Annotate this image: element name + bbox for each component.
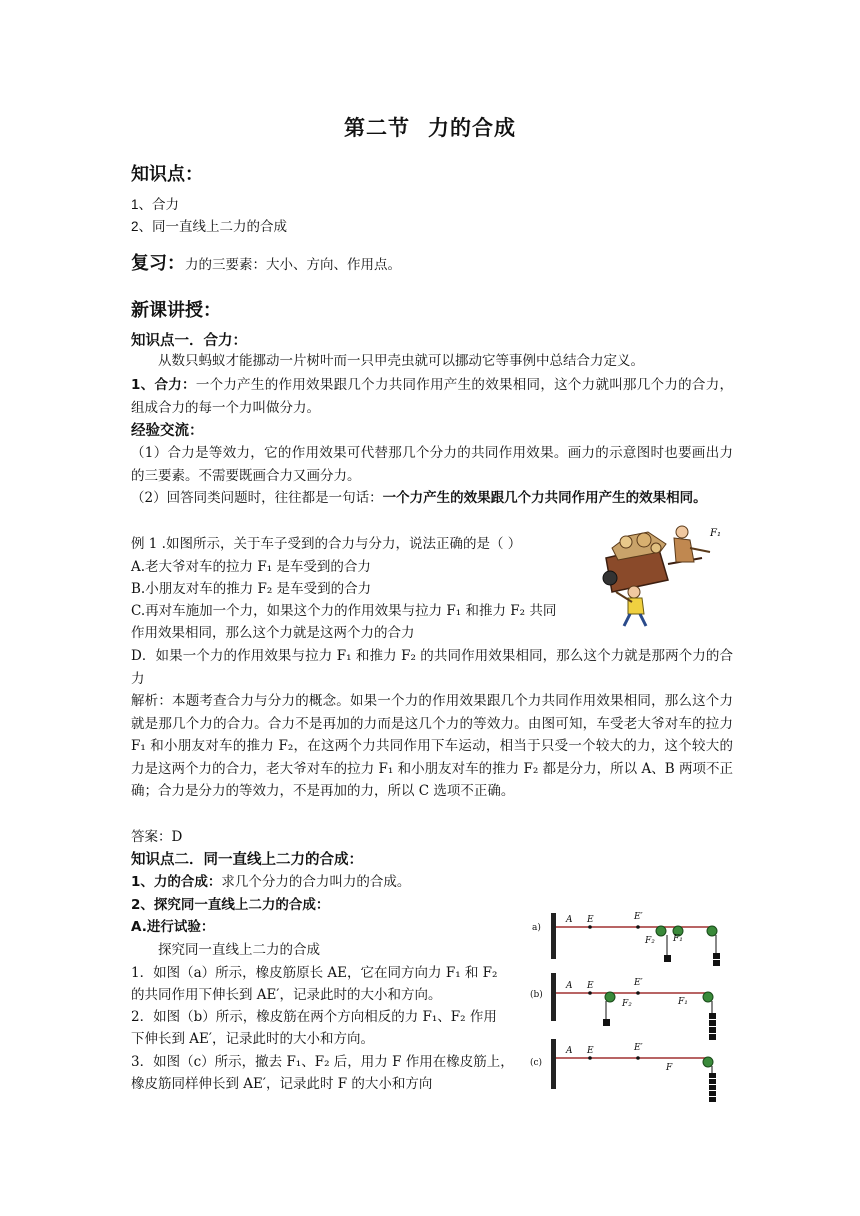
b-point-e-prime: E′	[634, 978, 643, 988]
point2-heading: 知识点二．同一直线上二力的合成：	[131, 852, 363, 868]
review-label: 复习：	[131, 253, 185, 274]
title-topic: 力的合成	[428, 116, 516, 140]
step2-line2: 下伸长到 AE′，记录此时的大小和方向。	[131, 1031, 374, 1047]
step1-line2: 的共同作用下伸长到 AE′，记录此时的大小和方向。	[131, 987, 442, 1003]
step1-line1: 1．如图（a）所示，橡皮筋原长 AE，它在同方向力 F₁ 和 F₂	[131, 965, 498, 981]
page-title	[0, 112, 860, 142]
child-figure	[616, 586, 646, 626]
b-force-f1: F₁	[678, 997, 688, 1007]
panel-c-label: (c)	[530, 1058, 543, 1068]
b-point-a: A	[566, 981, 573, 991]
item1-text: 求几个分力的合力叫力的合成。	[221, 874, 411, 890]
panel-b	[530, 973, 716, 1040]
review-line	[131, 253, 401, 276]
old-man-figure	[674, 526, 710, 562]
example-question: 例 1 .如图所示，关于车子受到的合力与分力，说法正确的是（ ）	[131, 536, 522, 552]
panel-c	[530, 1039, 716, 1102]
experience-item-2	[131, 487, 733, 510]
knowledge-point-2: 2、同一直线上二力的合成	[131, 219, 288, 234]
panel-a-label: a)	[532, 923, 541, 933]
rubber-band-diagram	[530, 905, 735, 1105]
step3-line2: 橡皮筋同样伸长到 AE′，记录此时 F 的大小和方向	[131, 1076, 433, 1092]
a-force-f2: F₂	[645, 936, 655, 946]
review-text: 力的三要素：大小、方向、作用点。	[185, 257, 401, 272]
definition-text: 一个力产生的作用效果跟几个力共同作用产生的效果相同，这个力就叫那几个力的合力，组成合力的每一个力叫做分力。	[131, 377, 733, 416]
c-point-e: E	[587, 1046, 594, 1056]
experience-item-1: （1）合力是等效力，它的作用效果可代替那几个分力的共同作用效果。画力的示意图时也要画出力的三要素。不需要既画合力又画分力。	[131, 445, 733, 484]
point2-item2: 2、探究同一直线上二力的合成：	[131, 897, 330, 913]
f1-label: F₁	[710, 528, 721, 539]
a-point-a: A	[566, 915, 573, 925]
experience-heading: 经验交流：	[131, 423, 204, 439]
c-point-a: A	[566, 1046, 573, 1056]
panel-b-label: (b)	[530, 990, 543, 1000]
a-force-f1: F₁	[673, 934, 683, 944]
new-lesson-heading: 新课讲授：	[131, 300, 221, 321]
cart-illustration	[598, 518, 732, 630]
step2-line1: 2．如图（b）所示，橡皮筋在两个方向相反的力 F₁、F₂ 作用	[131, 1009, 497, 1025]
example-option-d: D．如果一个力的作用效果与拉力 F₁ 和推力 F₂ 的共同作用效果相同，那么这个力就是那两个力的合力	[131, 648, 733, 687]
c-force-f: F	[666, 1063, 673, 1073]
example-option-c-line1: C.再对车施加一个力，如果这个力的作用效果与拉力 F₁ 和推力 F₂ 共同	[131, 603, 557, 619]
experience-2-prefix: （2）回答同类问题时，往往都是一句话：	[131, 490, 383, 506]
point1-definition	[131, 374, 733, 419]
example-option-c-line2: 作用效果相同，那么这个力就是这两个力的合力	[131, 625, 415, 641]
experiment-title: 探究同一直线上二力的合成	[158, 942, 320, 958]
point1-heading: 知识点一．合力：	[131, 333, 247, 349]
point2-item1	[131, 871, 410, 893]
a-point-e-prime: E′	[634, 912, 643, 922]
panel-a	[532, 912, 720, 966]
item1-label: 1、力的合成：	[131, 874, 222, 890]
knowledge-point-1: 1、合力	[131, 197, 180, 212]
example-answer: 答案：D	[131, 829, 183, 845]
a-point-e: E	[587, 915, 594, 925]
step3-line1: 3．如图（c）所示，撤去 F₁、F₂ 后，用力 F 作用在橡皮筋上，	[131, 1054, 514, 1070]
b-force-f2: F₂	[622, 999, 632, 1009]
point2-sub-a: A.进行试验：	[131, 919, 215, 935]
example-option-b: B.小朋友对车的推力 F₂ 是车受到的合力	[131, 581, 372, 597]
example-option-a: A.老大爷对车的拉力 F₁ 是车受到的合力	[131, 559, 371, 575]
example-analysis: 解析：本题考查合力与分力的概念。如果一个力的作用效果跟几个力共同作用效果相同，那么这个力就是那几个力的合力。合力不是再加的力而是这几个力的等效力。由图可知，车受老大爷对车的拉力 F₁ 和小朋友对车的推力 F₂，在这两个力共同作用下车运动，相当于只受一个较大的力，这个较大的力是这两个力的合力，老大爷对车的拉力 F₁ 和小朋友对车的推力 F₂ 都是分力，所以 A、B 两项不正确；合力是分力的等效力，不是再加的力，所以 C 选项不正确。	[131, 693, 733, 799]
title-section: 第二节	[344, 116, 410, 140]
experience-2-emphasis: 一个力产生的效果跟几个力共同作用产生的效果相同。	[382, 490, 707, 506]
definition-label: 1、合力：	[131, 377, 196, 393]
b-point-e: E	[587, 981, 594, 991]
knowledge-points-heading: 知识点：	[131, 164, 203, 185]
point1-intro: 从数只蚂蚁才能挪动一片树叶而一只甲壳虫就可以挪动它等事例中总结合力定义。	[158, 353, 644, 369]
c-point-e-prime: E′	[634, 1043, 643, 1053]
